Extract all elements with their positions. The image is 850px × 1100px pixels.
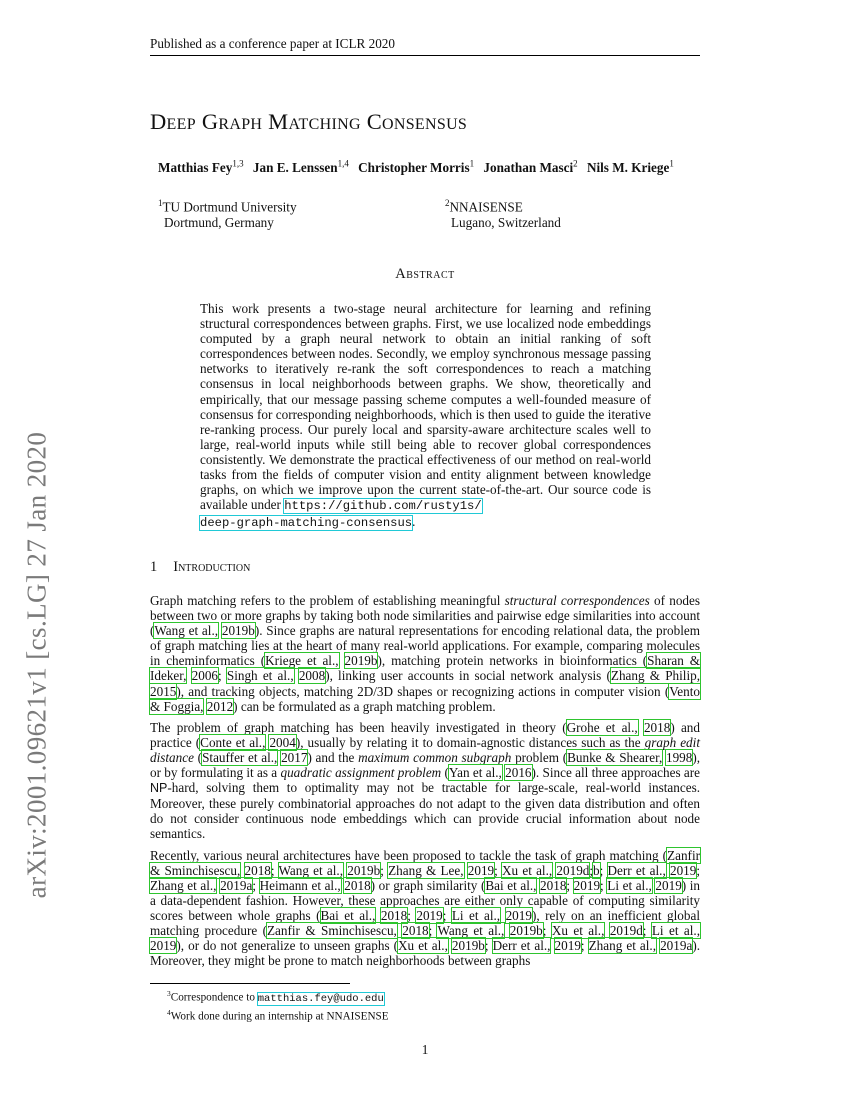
citation-link[interactable]: Xu et al., [398, 938, 448, 954]
author-list [158, 159, 680, 176]
source-code-link[interactable]: https://github.com/rusty1s/ [284, 499, 482, 514]
citation-link[interactable]: 2019b [509, 922, 543, 938]
citation-link[interactable]: 2019 [573, 877, 601, 893]
citation-link[interactable]: Bunke & Shearer, [567, 749, 663, 765]
citation-link[interactable]: b [593, 862, 600, 878]
citation-link[interactable]: 2018 [643, 719, 671, 735]
citation-link[interactable]: 2019 [554, 938, 581, 954]
paragraph: Graph matching refers to the problem of establishing meaningful structural correspondences of nodes between two or more graphs by taking both node similarities and pairwise edge similarities into account (Wang et al., 2019b). Since graphs are natural representations for encoding relational data, the problem of graph matching lies at the heart of many real-world applications. For example, comparing molecules in cheminformatics (Kriege et al., 2019b), matching protein networks in bioinformatics (Sharan & Ideker, 2006; Singh et al., 2008), linking user accounts in social network analysis (Zhang & Philip, 2015), and tracking objects, matching 2D/3D shapes or recognizing actions in computer vision (Vento & Foggia, 2012) can be formulated as a graph matching problem. [150, 593, 701, 714]
citation-link[interactable]: 2019a [220, 877, 253, 893]
citation-link[interactable]: Sharan & Ideker, [150, 653, 700, 684]
paragraph: Recently, various neural architectures have been proposed to tackle the task of graph matching (Zanfir & Sminchisescu, 2018; Wang et al., 2019b; Zhang & Lee, 2019; Xu et al., 2019d;b; Derr et al., 2019; Zhang et al., 2019a; Heimann et al., 2018) or graph similarity (Bai et al., 2018; 2019; Li et al., 2019) in a data-dependent fashion. However, these approaches are either only capable of computing similarity scores between whole graphs (Bai et al., 2018; 2019; Li et al., 2019), rely on an inefficient global matching procedure (Zanfir & Sminchisescu, 2018; Wang et al., 2019b; Xu et al., 2019d; Li et al., 2019), or do not generalize to unseen graphs (Xu et al., 2019b; Derr et al., 2019; Zhang et al., 2019a). Moreover, they might be prone to match neighborhoods between graphs [150, 847, 701, 969]
paragraph: The problem of graph matching has been heavily investigated in theory (Grohe et al., 2018) and practice (Conte et al., 2004), usually by relating it to domain-agnostic distances such as the graph edit distance (Stauffer et al., 2017) and the maximum common subgraph problem (Bunke & Shearer, 1998), or by formulating it as a quadratic assignment problem (Yan et al., 2016). Since all three approaches are NP-hard, solving them to optimality may not be tractable for large-scale, real-world instances. Moreover, these purely combinatorial approaches do not adapt to the given data distribution and often do not consider continuous node embeddings which can provide crucial information about node semantics. [150, 719, 701, 842]
citation-link[interactable]: 2019 [416, 907, 443, 923]
citation-link[interactable]: Zhang et al., [150, 877, 217, 893]
citation-link[interactable]: Derr et al., [492, 938, 551, 954]
citation-link[interactable]: 2019a [660, 938, 693, 954]
citation-link[interactable]: 2016 [505, 765, 532, 781]
citation-link[interactable]: 2019 [150, 938, 177, 954]
citation-link[interactable]: 2019 [505, 907, 532, 923]
citation-link[interactable]: Xu et al., [551, 922, 605, 938]
footnote-divider [150, 983, 350, 984]
author: Christopher Morris$^1$ [358, 159, 475, 176]
citation-link[interactable]: 2018 [380, 907, 408, 923]
citation-link[interactable]: 2019 [655, 877, 682, 893]
body-text [150, 593, 700, 974]
arxiv-identifier: arXiv:2001.09621v1 [cs.LG] 27 Jan 2020 [21, 431, 52, 899]
citation-link[interactable]: Zhang et al., [588, 938, 657, 954]
citation-link[interactable]: 2018 [244, 862, 271, 878]
author: Jan E. Lenssen$^{1,4}$ [252, 159, 349, 176]
abstract-heading: Abstract [395, 266, 455, 282]
citation-link[interactable]: Conte et al., [200, 734, 266, 750]
running-header: Published as a conference paper at ICLR 2020 [150, 36, 700, 56]
citation-link[interactable]: Vento & Foggia, [150, 683, 700, 714]
footnote: $^4$Work done during an internship at NNAISENSE [167, 1007, 389, 1023]
citation-link[interactable]: Zhang & Lee, [388, 862, 464, 878]
citation-link[interactable]: Wang et al., [278, 862, 344, 878]
section-heading: 1 Introduction [150, 559, 251, 575]
citation-link[interactable]: 2019 [669, 862, 697, 878]
paper-title: Deep Graph Matching Consensus [150, 109, 468, 134]
citation-link[interactable]: 1998 [665, 749, 693, 765]
citation-link[interactable]: Li et al., [451, 907, 501, 923]
abstract-text: This work presents a two-stage neural architecture for learning and refining structural correspondences between graphs. First, we use localized node embeddings computed by a graph neural network to obtain an initial ranking of soft correspondences between nodes. Secondly, we employ synchronous message passing networks to iteratively re-rank the soft correspondences to reach a matching consensus in local neighborhoods between graphs. We show, theoretically and empirically, that our message passing scheme computes a well-founded measure of consensus for corresponding neighborhoods, which is then used to guide the iterative re-ranking process. Our purely local and sparsity-aware architecture scales well to large, real-world inputs while still being able to recover global correspondences consistently. We demonstrate the practical effectiveness of our method on real-world tasks from the fields of computer vision and entity alignment between knowledge graphs, on which we improve upon the current state-of-the-art. Our source code is available under https://github.com/rusty1s/ deep-graph-matching-consensus. [200, 301, 651, 531]
citation-link[interactable]: Zanfir & Sminchisescu, [150, 847, 700, 878]
citation-link[interactable]: Stauffer et al., [202, 749, 278, 765]
citation-link[interactable]: Grohe et al., [566, 719, 638, 735]
footnotes [167, 987, 389, 1023]
citation-link[interactable]: Li et al., [607, 877, 652, 893]
citation-link[interactable]: Bai et al., [485, 877, 537, 893]
citation-link[interactable]: 2019b [344, 653, 378, 669]
author: Jonathan Masci$^2$ [483, 159, 578, 176]
affiliation: $^1$TU Dortmund University Dortmund, Germany [158, 198, 297, 231]
author: Nils M. Kriege$^1$ [586, 159, 674, 176]
citation-link[interactable]: Derr et al., [607, 862, 666, 878]
citation-link[interactable]: Wang et al., [437, 922, 505, 938]
citation-link[interactable]: 2019 [467, 862, 495, 878]
affiliation: $^2$NNAISENSE Lugano, Switzerland [445, 198, 561, 231]
citation-link[interactable]: 2019b [347, 862, 381, 878]
citation-link[interactable]: 2018 [402, 922, 429, 938]
citation-link[interactable]: 2012 [206, 698, 234, 714]
citation-link[interactable]: 2019b [221, 623, 255, 639]
citation-link[interactable]: Xu et al., [502, 862, 553, 878]
citation-link[interactable]: Kriege et al., [265, 653, 339, 669]
author: Matthias Fey$^{1,3}$ [158, 159, 244, 176]
citation-link[interactable]: Zanfir & Sminchisescu, [267, 922, 397, 938]
citation-link[interactable]: Yan et al., [448, 765, 502, 781]
citation-link[interactable]: Heimann et al., [259, 877, 341, 893]
citation-link[interactable]: Bai et al., [320, 907, 376, 923]
citation-link[interactable]: Zhang & Philip, [610, 668, 701, 684]
citation-link[interactable]: 2019d [609, 922, 643, 938]
footnote: $^3$Correspondence to matthias.fey@udo.edu [167, 989, 384, 1005]
citation-link[interactable]: 2006 [191, 668, 219, 684]
citation-link[interactable]: 2018 [344, 877, 371, 893]
page-number: 1 [421, 1042, 429, 1057]
source-code-link[interactable]: deep-graph-matching-consensus [200, 516, 413, 531]
email-link[interactable]: matthias.fey@udo.edu [257, 992, 384, 1005]
citation-link[interactable]: Singh et al., [226, 668, 294, 684]
citation-link[interactable]: 2019b [451, 938, 485, 954]
citation-link[interactable]: Li et al., [651, 922, 701, 938]
citation-link[interactable]: 2017 [281, 749, 308, 765]
citation-link[interactable]: 2018 [540, 877, 567, 893]
citation-link[interactable]: 2019d [556, 862, 590, 878]
citation-link[interactable]: 2008 [298, 668, 326, 684]
citation-link[interactable]: 2015 [150, 683, 177, 699]
citation-link[interactable]: 2004 [269, 734, 296, 750]
citation-link[interactable]: Wang et al., [154, 623, 219, 639]
